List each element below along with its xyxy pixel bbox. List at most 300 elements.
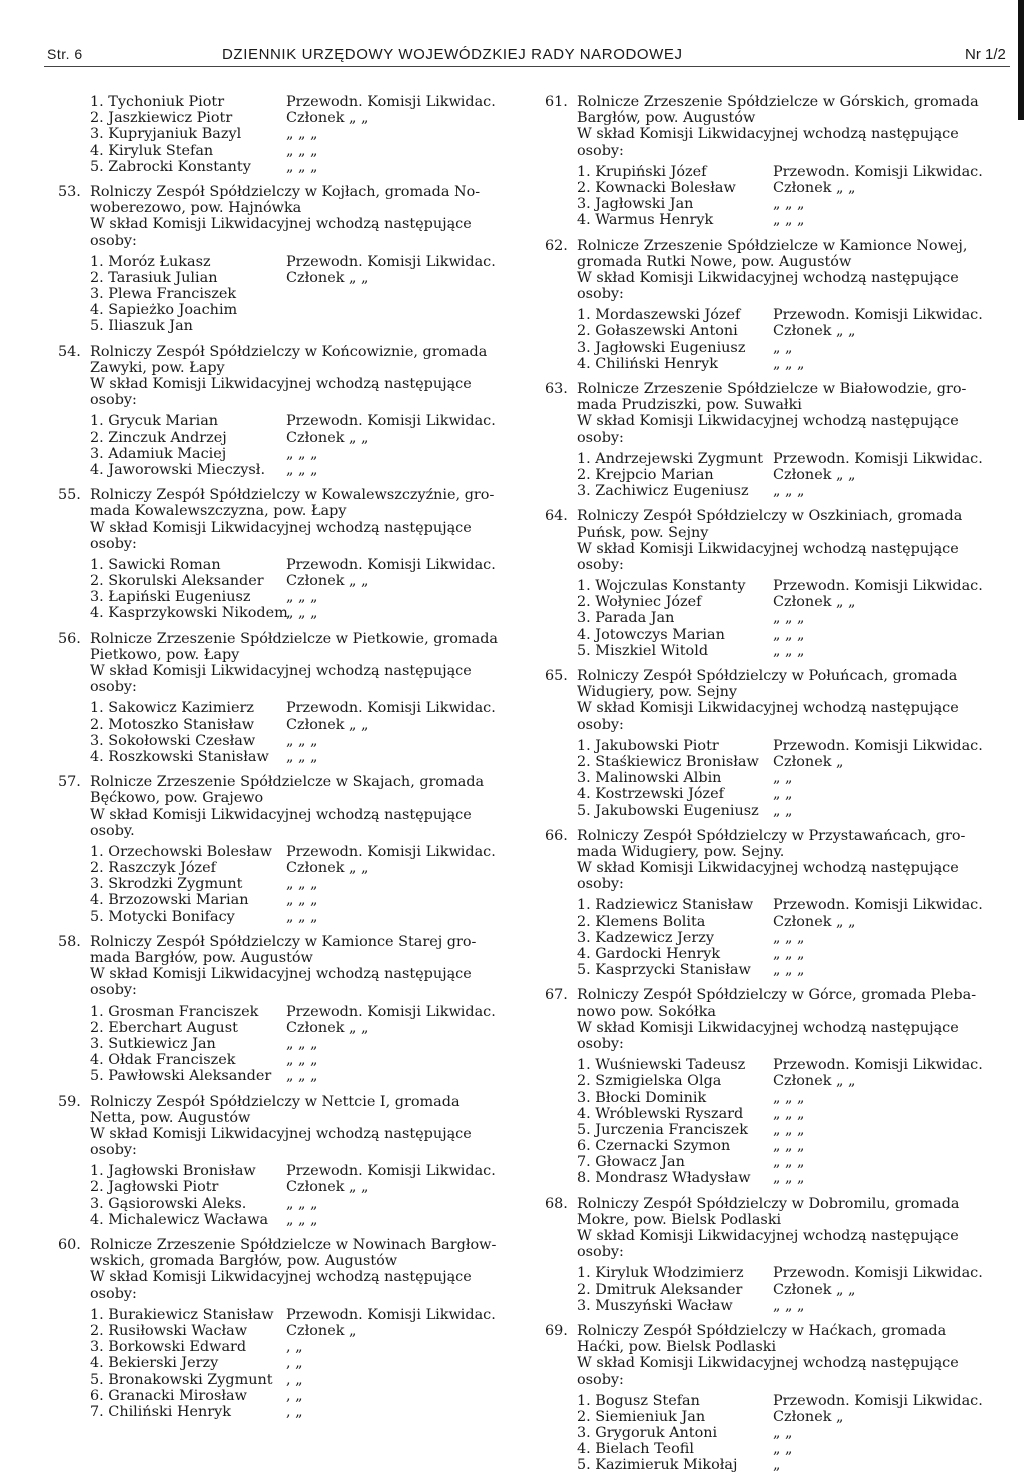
page-header xyxy=(0,0,1024,80)
entry-title-line xyxy=(545,987,1010,1003)
composition-intro: W skład Komisji Likwidacyjnej wchodzą następujące xyxy=(577,1019,959,1036)
member-role: „ „ „ xyxy=(773,610,805,627)
member-role: „ „ „ xyxy=(286,589,318,606)
composition-intro: W skład Komisji Likwidacyjnej wchodzą następujące xyxy=(90,1125,472,1142)
member-name: 5. Zabrocki Konstanty xyxy=(90,158,251,175)
spacer xyxy=(545,819,1010,828)
member-role: Członek „ „ xyxy=(286,716,369,733)
member-row xyxy=(58,143,520,159)
member-name: 1. Grosman Franciszek xyxy=(90,1003,259,1020)
member-role: „ „ „ xyxy=(773,355,805,372)
member-row xyxy=(545,1090,1010,1106)
member-row xyxy=(545,897,1010,913)
member-row xyxy=(545,356,1010,372)
member-name: 3. Łapiński Eugeniusz xyxy=(90,589,251,606)
continued-committee xyxy=(58,94,520,184)
committee-entry xyxy=(545,987,1010,1195)
entry-title: Rolniczy Zespół Spółdzielczy w Nettcie I, gromada xyxy=(90,1093,460,1110)
entry-title-cont: mada Bargłów, pow. Augustów xyxy=(90,950,313,966)
member-row xyxy=(58,446,520,462)
entry-title-cont: woberezowo, pow. Hajnówka xyxy=(90,200,302,217)
member-row xyxy=(58,286,520,302)
entry-title-line xyxy=(58,774,520,790)
entry-title-cont: Haćki, pow. Bielsk Podlaski xyxy=(577,1339,777,1356)
composition-intro: W skład Komisji Likwidacyjnej wchodzą następujące xyxy=(577,860,959,877)
entry-title-cont: mada Kowalewszczyzna, pow. Łapy xyxy=(90,503,347,520)
committee-entry xyxy=(58,1237,520,1429)
entry-title-line xyxy=(545,94,1010,110)
member-name: 3. Malinowski Albin xyxy=(577,770,722,787)
composition-intro-cont: osoby: xyxy=(577,876,624,893)
member-role: Członek „ „ xyxy=(286,269,369,286)
member-row xyxy=(58,1388,520,1404)
composition-intro: W skład Komisji Likwidacyjnej wchodzą następujące xyxy=(577,1355,959,1372)
member-row xyxy=(58,462,520,478)
composition-intro: W skład Komisji Likwidacyjnej wchodzą następujące xyxy=(577,1228,959,1244)
entry-title-line xyxy=(545,1196,1010,1212)
member-row xyxy=(545,180,1010,196)
composition-intro-cont: osoby: xyxy=(577,1371,624,1388)
entry-title: Rolnicze Zrzeszenie Spółdzielcze w Nowinach Bargłow- xyxy=(90,1237,497,1253)
committee-entry xyxy=(545,508,1010,668)
member-role: Przewodn. Komisji Likwidac. xyxy=(773,578,983,595)
member-row xyxy=(545,770,1010,786)
member-row xyxy=(58,1068,520,1084)
member-role: „ „ xyxy=(773,802,793,819)
member-role: „ „ „ xyxy=(286,126,318,143)
member-row xyxy=(58,1052,520,1068)
member-name: 4. Jotowczys Marian xyxy=(577,626,725,643)
entry-title: Rolnicze Zrzeszenie Spółdzielcze w Kamionce Nowej, xyxy=(577,237,968,254)
member-row xyxy=(545,483,1010,499)
entry-title-cont: Bęćkowo, pow. Grajewo xyxy=(90,790,264,807)
member-name: 1. Krupiński Józef xyxy=(577,163,707,180)
member-row xyxy=(58,159,520,175)
member-name: 5. Miszkiel Witold xyxy=(577,642,709,659)
issue-number: Nr 1/2 xyxy=(965,46,1006,63)
member-row xyxy=(58,844,520,860)
member-role: „ „ „ xyxy=(286,892,318,909)
composition-intro-cont: osoby: xyxy=(90,535,137,552)
member-row xyxy=(545,1409,1010,1425)
page-number: Str. 6 xyxy=(47,46,83,62)
member-row xyxy=(58,1163,520,1179)
member-name: 2. Motoszko Stanisław xyxy=(90,716,255,733)
member-name: 5. Kazimieruk Mikołaj xyxy=(577,1457,738,1474)
member-name: 5. Bronakowski Zygmunt xyxy=(90,1371,273,1388)
member-row xyxy=(545,1282,1010,1298)
member-name: 4. Sapieżko Joachim xyxy=(90,302,238,319)
entry-title: Rolniczy Zespół Spółdzielczy w Haćkach, gromada xyxy=(577,1322,947,1339)
spacer xyxy=(545,1474,1010,1483)
member-row xyxy=(545,340,1010,356)
member-name: 2. Dmitruk Aleksander xyxy=(577,1281,743,1298)
member-role: „ „ „ xyxy=(773,946,805,962)
member-role: „ „ „ xyxy=(773,626,805,643)
composition-intro: W skład Komisji Likwidacyjnej wchodzą następujące xyxy=(90,376,472,392)
member-role: Członek „ „ xyxy=(286,429,369,446)
member-row xyxy=(58,1355,520,1371)
member-row xyxy=(58,892,520,908)
member-row xyxy=(545,1122,1010,1138)
member-row xyxy=(545,578,1010,594)
member-name: 5. Jakubowski Eugeniusz xyxy=(577,802,759,819)
member-role: „ „ „ xyxy=(286,445,318,462)
entry-title: Rolniczy Zespół Spółdzielczy w Końcowiznie, gromada xyxy=(90,343,488,360)
member-role: „ „ „ xyxy=(286,1035,318,1052)
member-name: 2. Rusiłowski Wacław xyxy=(90,1322,248,1339)
spacer xyxy=(58,1085,520,1094)
member-row xyxy=(58,110,520,126)
member-row xyxy=(545,212,1010,228)
member-row xyxy=(58,270,520,286)
member-row xyxy=(545,1057,1010,1073)
member-row xyxy=(545,962,1010,978)
member-name: 2. Kownacki Bolesław xyxy=(577,179,736,196)
member-role: Przewodn. Komisji Likwidac. xyxy=(286,1306,496,1323)
composition-intro: W skład Komisji Likwidacyjnej wchodzą następujące xyxy=(577,700,959,717)
member-name: 2. Klemens Bolita xyxy=(577,913,706,930)
member-role: Przewodn. Komisji Likwidac. xyxy=(286,700,496,717)
member-name: 3. Kupryjaniuk Bazyl xyxy=(90,126,242,143)
member-row xyxy=(545,1457,1010,1473)
member-name: 8. Mondrasz Władysław xyxy=(577,1170,751,1187)
member-name: 1. Jakubowski Piotr xyxy=(577,737,719,754)
entry-title-line xyxy=(545,1323,1010,1339)
member-row xyxy=(545,1138,1010,1154)
entry-title-cont: Pietkowo, pow. Łapy xyxy=(90,646,240,663)
member-role: Przewodn. Komisji Likwidac. xyxy=(286,94,496,110)
member-row xyxy=(58,1004,520,1020)
member-name: 3. Kadzewicz Jerzy xyxy=(577,929,714,946)
member-name: 1. Mordaszewski Józef xyxy=(577,307,741,324)
entry-number: 55. xyxy=(58,487,81,504)
composition-intro: W skład Komisji Likwidacyjnej wchodzą następujące xyxy=(90,519,472,536)
member-row xyxy=(58,94,520,110)
member-role: Członek „ „ xyxy=(773,913,856,930)
member-row xyxy=(545,754,1010,770)
entry-title-line xyxy=(545,508,1010,524)
spacer xyxy=(58,335,520,344)
member-row xyxy=(58,302,520,318)
member-name: 3. Muszyński Wacław xyxy=(577,1297,733,1314)
member-role: „ „ xyxy=(773,770,793,787)
composition-intro: W skład Komisji Likwidacyjnej wchodzą następujące xyxy=(577,269,959,286)
member-row xyxy=(58,430,520,446)
member-name: 2. Siemieniuk Jan xyxy=(577,1408,706,1425)
entry-number: 69. xyxy=(545,1322,568,1339)
member-role: Przewodn. Komisji Likwidac. xyxy=(286,843,496,860)
member-role: , „ xyxy=(286,1355,303,1372)
member-name: 7. Chiliński Henryk xyxy=(90,1403,232,1420)
member-row xyxy=(545,643,1010,659)
member-name: 5. Pawłowski Aleksander xyxy=(90,1068,272,1085)
member-role: Przewodn. Komisji Likwidac. xyxy=(286,556,496,573)
member-name: 1. Bogusz Stefan xyxy=(577,1392,700,1409)
member-name: 5. Iliaszuk Jan xyxy=(90,318,193,335)
entry-number: 58. xyxy=(58,933,81,950)
member-role: „ xyxy=(773,1457,781,1474)
member-row xyxy=(545,467,1010,483)
member-role: „ „ „ xyxy=(286,1052,318,1069)
committee-entry xyxy=(545,94,1010,238)
member-role: „ „ „ xyxy=(773,962,805,979)
entry-number: 54. xyxy=(58,343,81,360)
entry-title-line xyxy=(58,1237,520,1253)
entry-title-line xyxy=(545,381,1010,397)
composition-intro-cont: osoby: xyxy=(90,392,137,409)
spacer xyxy=(545,978,1010,987)
member-row xyxy=(58,573,520,589)
member-role: Członek „ xyxy=(773,753,844,770)
member-name: 1. Grycuk Marian xyxy=(90,413,219,430)
member-name: 1. Tychoniuk Piotr xyxy=(90,94,225,110)
entry-number: 67. xyxy=(545,987,568,1004)
spacer xyxy=(545,1314,1010,1323)
member-role: „ „ „ xyxy=(286,142,318,159)
entry-title: Rolniczy Zespół Spółdzielczy w Kowalewszczyźnie, gro- xyxy=(90,487,495,504)
composition-intro: W skład Komisji Likwidacyjnej wchodzą następujące xyxy=(577,413,959,430)
member-row xyxy=(545,196,1010,212)
member-role: , „ xyxy=(286,1339,303,1356)
committee-entry xyxy=(58,487,520,631)
entry-title: Rolniczy Zespół Spółdzielczy w Oszkiniach, gromada xyxy=(577,508,963,525)
entry-title-line xyxy=(58,1094,520,1110)
member-name: 2. Staśkiewicz Bronisław xyxy=(577,753,759,770)
member-row xyxy=(545,1425,1010,1441)
member-role: „ „ „ xyxy=(773,642,805,659)
member-role: „ „ „ xyxy=(773,212,805,229)
member-row xyxy=(58,1372,520,1388)
member-row xyxy=(58,749,520,765)
composition-intro-cont: osoby: xyxy=(90,1285,137,1302)
composition-intro-cont: osoby: xyxy=(577,142,624,159)
member-name: 3. Sokołowski Czesław xyxy=(90,732,256,749)
member-role: Przewodn. Komisji Likwidac. xyxy=(773,1057,983,1074)
member-role: Członek „ „ xyxy=(286,1019,369,1036)
member-row xyxy=(545,738,1010,754)
composition-intro-cont: osoby: xyxy=(90,982,137,999)
member-row xyxy=(545,1073,1010,1089)
member-role: , „ xyxy=(286,1387,303,1404)
committee-entry xyxy=(58,1094,520,1238)
member-name: 2. Szmigielska Olga xyxy=(577,1073,722,1090)
member-role: Członek „ „ xyxy=(773,323,856,340)
member-row xyxy=(545,451,1010,467)
member-name: 5. Motycki Bonifacy xyxy=(90,908,235,925)
member-name: 3. Błocki Dominik xyxy=(577,1089,707,1106)
entry-title: Rolniczy Zespół Spółdzielczy w Kojłach, gromada No- xyxy=(90,183,481,200)
left-column xyxy=(58,94,520,1429)
member-name: 1. Sakowicz Kazimierz xyxy=(90,700,255,717)
member-row xyxy=(545,1170,1010,1186)
member-name: 2. Gołaszewski Antoni xyxy=(577,323,738,340)
member-name: 2. Skorulski Aleksander xyxy=(90,573,264,590)
member-role: „ „ „ xyxy=(286,1195,318,1212)
member-role: „ „ xyxy=(773,1425,793,1442)
member-role: Członek „ xyxy=(286,1322,357,1339)
composition-intro-cont: osoby: xyxy=(90,232,137,249)
member-name: 5. Kasprzycki Stanisław xyxy=(577,962,751,979)
member-name: 4. Michalewicz Wacława xyxy=(90,1211,269,1228)
composition-intro: W skład Komisji Likwidacyjnej wchodzą następujące xyxy=(90,1269,472,1286)
member-name: 3. Zachiwicz Eugeniusz xyxy=(577,483,749,500)
member-role: , „ xyxy=(286,1371,303,1388)
member-name: 4. Kasprzykowski Nikodem xyxy=(90,605,288,622)
member-name: 4. Roszkowski Stanisław xyxy=(90,748,269,765)
spacer xyxy=(58,765,520,774)
header-rule xyxy=(44,66,1010,67)
member-row xyxy=(545,307,1010,323)
entry-number: 63. xyxy=(545,381,568,397)
member-role: „ „ „ xyxy=(286,605,318,622)
member-row xyxy=(58,1323,520,1339)
member-role: Przewodn. Komisji Likwidac. xyxy=(773,1265,983,1282)
entry-title: Rolniczy Zespół Spółdzielczy w Kamionce Starej gro- xyxy=(90,933,477,950)
composition-intro-cont: osoby: xyxy=(577,716,624,733)
member-name: 3. Jagłowski Jan xyxy=(577,196,694,213)
entry-title-cont: nowo pow. Sokółka xyxy=(577,1003,716,1020)
journal-title: DZIENNIK URZĘDOWY WOJEWÓDZKIEJ RADY NARODOWEJ xyxy=(222,46,683,63)
member-row xyxy=(58,413,520,429)
entry-title-line xyxy=(545,828,1010,844)
member-name: 1. Sawicki Roman xyxy=(90,556,221,573)
composition-intro-cont: osoby: xyxy=(577,429,624,446)
spacer xyxy=(58,478,520,487)
member-name: 4. Brzozowski Marian xyxy=(90,892,249,909)
member-role: Członek „ „ xyxy=(773,179,856,196)
member-role: „ „ „ xyxy=(286,908,318,925)
member-name: 4. Gardocki Henryk xyxy=(577,946,721,962)
committee-entry xyxy=(545,1196,1010,1323)
member-name: 2. Jagłowski Piotr xyxy=(90,1179,219,1196)
entry-title-cont: mada Prudziszki, pow. Suwałki xyxy=(577,397,802,414)
spacer xyxy=(58,622,520,631)
member-name: 6. Czernacki Szymon xyxy=(577,1138,731,1155)
committee-entry xyxy=(545,828,1010,988)
spacer xyxy=(545,229,1010,238)
entry-number: 65. xyxy=(545,668,568,684)
member-row xyxy=(58,1020,520,1036)
entry-title-cont: Zawyki, pow. Łapy xyxy=(90,359,225,376)
member-role: Przewodn. Komisji Likwidac. xyxy=(773,1392,983,1409)
member-name: 4. Bekierski Jerzy xyxy=(90,1355,219,1372)
member-name: 1. Moróz Łukasz xyxy=(90,253,211,270)
member-role: Członek „ „ xyxy=(773,466,856,483)
member-name: 7. Głowacz Jan xyxy=(577,1154,685,1171)
member-name: 1. Orzechowski Bolesław xyxy=(90,843,272,860)
member-row xyxy=(58,126,520,142)
member-role: „ „ „ xyxy=(286,461,318,478)
member-row xyxy=(58,557,520,573)
member-row xyxy=(545,1106,1010,1122)
member-name: 6. Granacki Mirosław xyxy=(90,1387,247,1404)
member-row xyxy=(545,914,1010,930)
committee-entry xyxy=(545,1323,1010,1483)
entry-title: Rolniczy Zespół Spółdzielczy w Górce, gromada Pleba- xyxy=(577,987,977,1004)
member-name: 3. Adamiuk Maciej xyxy=(90,445,227,462)
member-name: 4. Ołdak Franciszek xyxy=(90,1052,236,1069)
member-role: „ „ „ xyxy=(286,1211,318,1228)
member-name: 2. Zinczuk Andrzej xyxy=(90,429,227,446)
member-row xyxy=(545,1265,1010,1281)
member-role: , „ xyxy=(286,1403,303,1420)
member-role: „ „ xyxy=(773,1441,793,1458)
spacer xyxy=(545,659,1010,668)
composition-intro-cont: osoby: xyxy=(577,1244,624,1261)
member-row xyxy=(58,1036,520,1052)
member-name: 2. Raszczyk Józef xyxy=(90,860,216,877)
spacer xyxy=(545,499,1010,508)
member-role: „ „ „ xyxy=(286,158,318,175)
entry-title: Rolniczy Zespół Spółdzielczy w Dobromilu, gromada xyxy=(577,1195,960,1212)
member-role: Członek „ „ xyxy=(286,1179,369,1196)
member-row xyxy=(545,610,1010,626)
member-name: 3. Grygoruk Antoni xyxy=(577,1425,718,1442)
member-role: Przewodn. Komisji Likwidac. xyxy=(286,1163,496,1180)
entry-title: Rolnicze Zrzeszenie Spółdzielcze w Skajach, gromada xyxy=(90,774,485,791)
spacer xyxy=(58,925,520,934)
entry-title-line xyxy=(58,631,520,647)
member-row xyxy=(545,930,1010,946)
member-row xyxy=(58,318,520,334)
member-row xyxy=(58,1307,520,1323)
member-role: „ „ xyxy=(773,339,793,356)
committee-entry xyxy=(545,238,1010,382)
entry-number: 62. xyxy=(545,237,568,254)
member-name: 4. Kostrzewski Józef xyxy=(577,786,724,803)
member-row xyxy=(58,733,520,749)
entry-title: Rolnicze Zrzeszenie Spółdzielcze w Górskich, gromada xyxy=(577,94,979,110)
entry-title: Rolnicze Zrzeszenie Spółdzielcze w Białowodzie, gro- xyxy=(577,381,967,397)
member-name: 4. Warmus Henryk xyxy=(577,212,714,229)
member-row xyxy=(58,1339,520,1355)
member-role: Członek „ „ xyxy=(773,1281,856,1298)
entry-title-cont: Mokre, pow. Bielsk Podlaski xyxy=(577,1211,782,1228)
entry-title-cont: Netta, pow. Augustów xyxy=(90,1109,251,1126)
member-name: 5. Jurczenia Franciszek xyxy=(577,1121,748,1138)
member-role: Członek „ „ xyxy=(773,1073,856,1090)
scan-edge xyxy=(1018,0,1024,120)
member-role: „ „ „ xyxy=(773,483,805,500)
committee-entry xyxy=(58,344,520,488)
member-row xyxy=(545,1154,1010,1170)
composition-intro-cont: osoby: xyxy=(577,556,624,573)
member-role: „ „ „ xyxy=(773,929,805,946)
member-name: 1. Jagłowski Bronisław xyxy=(90,1163,256,1180)
composition-intro: W skład Komisji Likwidacyjnej wchodzą następujące xyxy=(90,966,472,983)
member-role: Przewodn. Komisji Likwidac. xyxy=(773,163,983,180)
member-row xyxy=(58,589,520,605)
entry-title-cont: mada Widugiery, pow. Sejny. xyxy=(577,843,785,860)
member-row xyxy=(58,876,520,892)
committee-entry xyxy=(58,774,520,934)
member-name: 2. Tarasiuk Julian xyxy=(90,269,218,286)
entry-number: 59. xyxy=(58,1093,81,1110)
member-name: 1. Radziewicz Stanisław xyxy=(577,897,754,914)
committee-entry xyxy=(545,381,1010,508)
member-row xyxy=(545,1393,1010,1409)
member-role: „ „ „ xyxy=(773,1297,805,1314)
member-row xyxy=(58,254,520,270)
composition-intro-cont: osoby: xyxy=(90,1142,137,1159)
spacer xyxy=(545,1187,1010,1196)
composition-intro: W skład Komisji Likwidacyjnej wchodzą następujące xyxy=(577,540,959,557)
member-name: 3. Sutkiewicz Jan xyxy=(90,1035,216,1052)
composition-intro-cont: osoby: xyxy=(577,286,624,303)
member-name: 4. Wróblewski Ryszard xyxy=(577,1105,744,1122)
entry-title-cont: wskich, gromada Bargłów, pow. Augustów xyxy=(90,1253,398,1270)
